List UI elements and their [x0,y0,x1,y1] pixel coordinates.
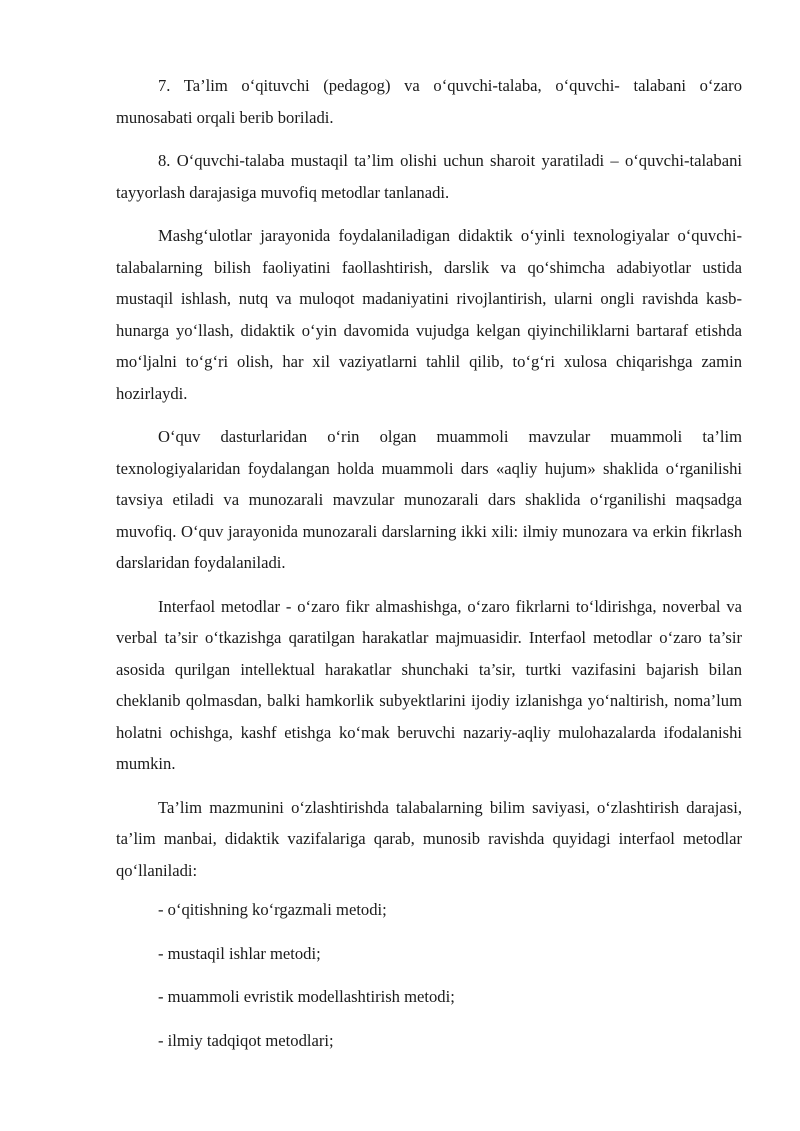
paragraph-content-mastery: Ta’lim mazmunini o‘zlashtirishda talabalarning bilim saviyasi, o‘zlashtirish darajasi, ta’lim manbai, didaktik vazifalariga qarab, munosib ravishda quyidagi interfaol metodlar qo‘llaniladi: [116,797,742,880]
paragraph-interactive-methods: Interfaol metodlar - o‘zaro fikr almashishga, o‘zaro fikrlarni to‘ldirishga, noverbal va verbal ta’sir o‘tkazishga qaratilgan harakatlar majmuasidir. Interfaol metodlar o‘zaro ta’sir asosida qurilgan intellektual harakatlar shunchaki ta’sir, turtki vazifasini bajarish bilan cheklanib qolmasdan, balki hamkorlik subyektlarini ijodiy izlanishga yo‘naltirish, noma’lum holatni ochishga, kashf etishga ko‘mak beruvchi nazariy-aqliy mulohazalarda ifodalanishi mumkin. [116,596,742,773]
numbered-item-8: 8. O‘quvchi-talaba mustaqil ta’lim olishi uchun sharoit yaratiladi – o‘quvchi-talabani tayyorlash darajasiga muvofiq metodlar tanlanadi. [116,151,742,202]
document-page [116,70,742,1072]
list-item: - mustaqil ishlar metodi; [158,943,321,963]
paragraph-didactic-games: Mashg‘ulotlar jarayonida foydalaniladigan didaktik o‘yinli texnologiyalar o‘quvchi-talabalarning bilish faoliyatini faollashtirish, darslik va qo‘shimcha adabiyotlar ustida mustaqil ishlash, nutq va muloqot madaniyatini rivojlantirish, ularni ongli ravishda kasb-hunarga yo‘llash, didaktik o‘yin davomida vujudga kelgan qiyinchiliklarni bartaraf etishda mo‘ljalni to‘g‘ri olish, har xil vaziyatlarni tahlil qilib, to‘g‘ri xulosa chiqarishga zamin hozirlaydi. [116,226,742,403]
list-item: - ilmiy tadqiqot metodlari; [158,1030,334,1050]
paragraph-problem-topics: O‘quv dasturlaridan o‘rin olgan muammoli mavzular muammoli ta’lim texnologiyalaridan foydalangan holda muammoli dars «aqliy hujum» shaklida o‘rganilishi tavsiya etiladi va munozarali mavzular munozarali dars shaklida o‘rganilishi maqsadga muvofiq. O‘quv jarayonida munozarali darslarning ikki xili: ilmiy munozara va erkin fikrlash darslaridan foydalaniladi. [116,427,742,572]
list-item: - muammoli evristik modellashtirish metodi; [158,987,455,1006]
numbered-item-7: 7. Ta’lim o‘qituvchi (pedagog) va o‘quvchi-talaba, o‘quvchi- talabani o‘zaro munosabati orqali berib boriladi. [116,76,742,127]
list-item: - o‘qitishning ko‘rgazmali metodi; [158,900,387,919]
methods-list [116,898,742,1053]
